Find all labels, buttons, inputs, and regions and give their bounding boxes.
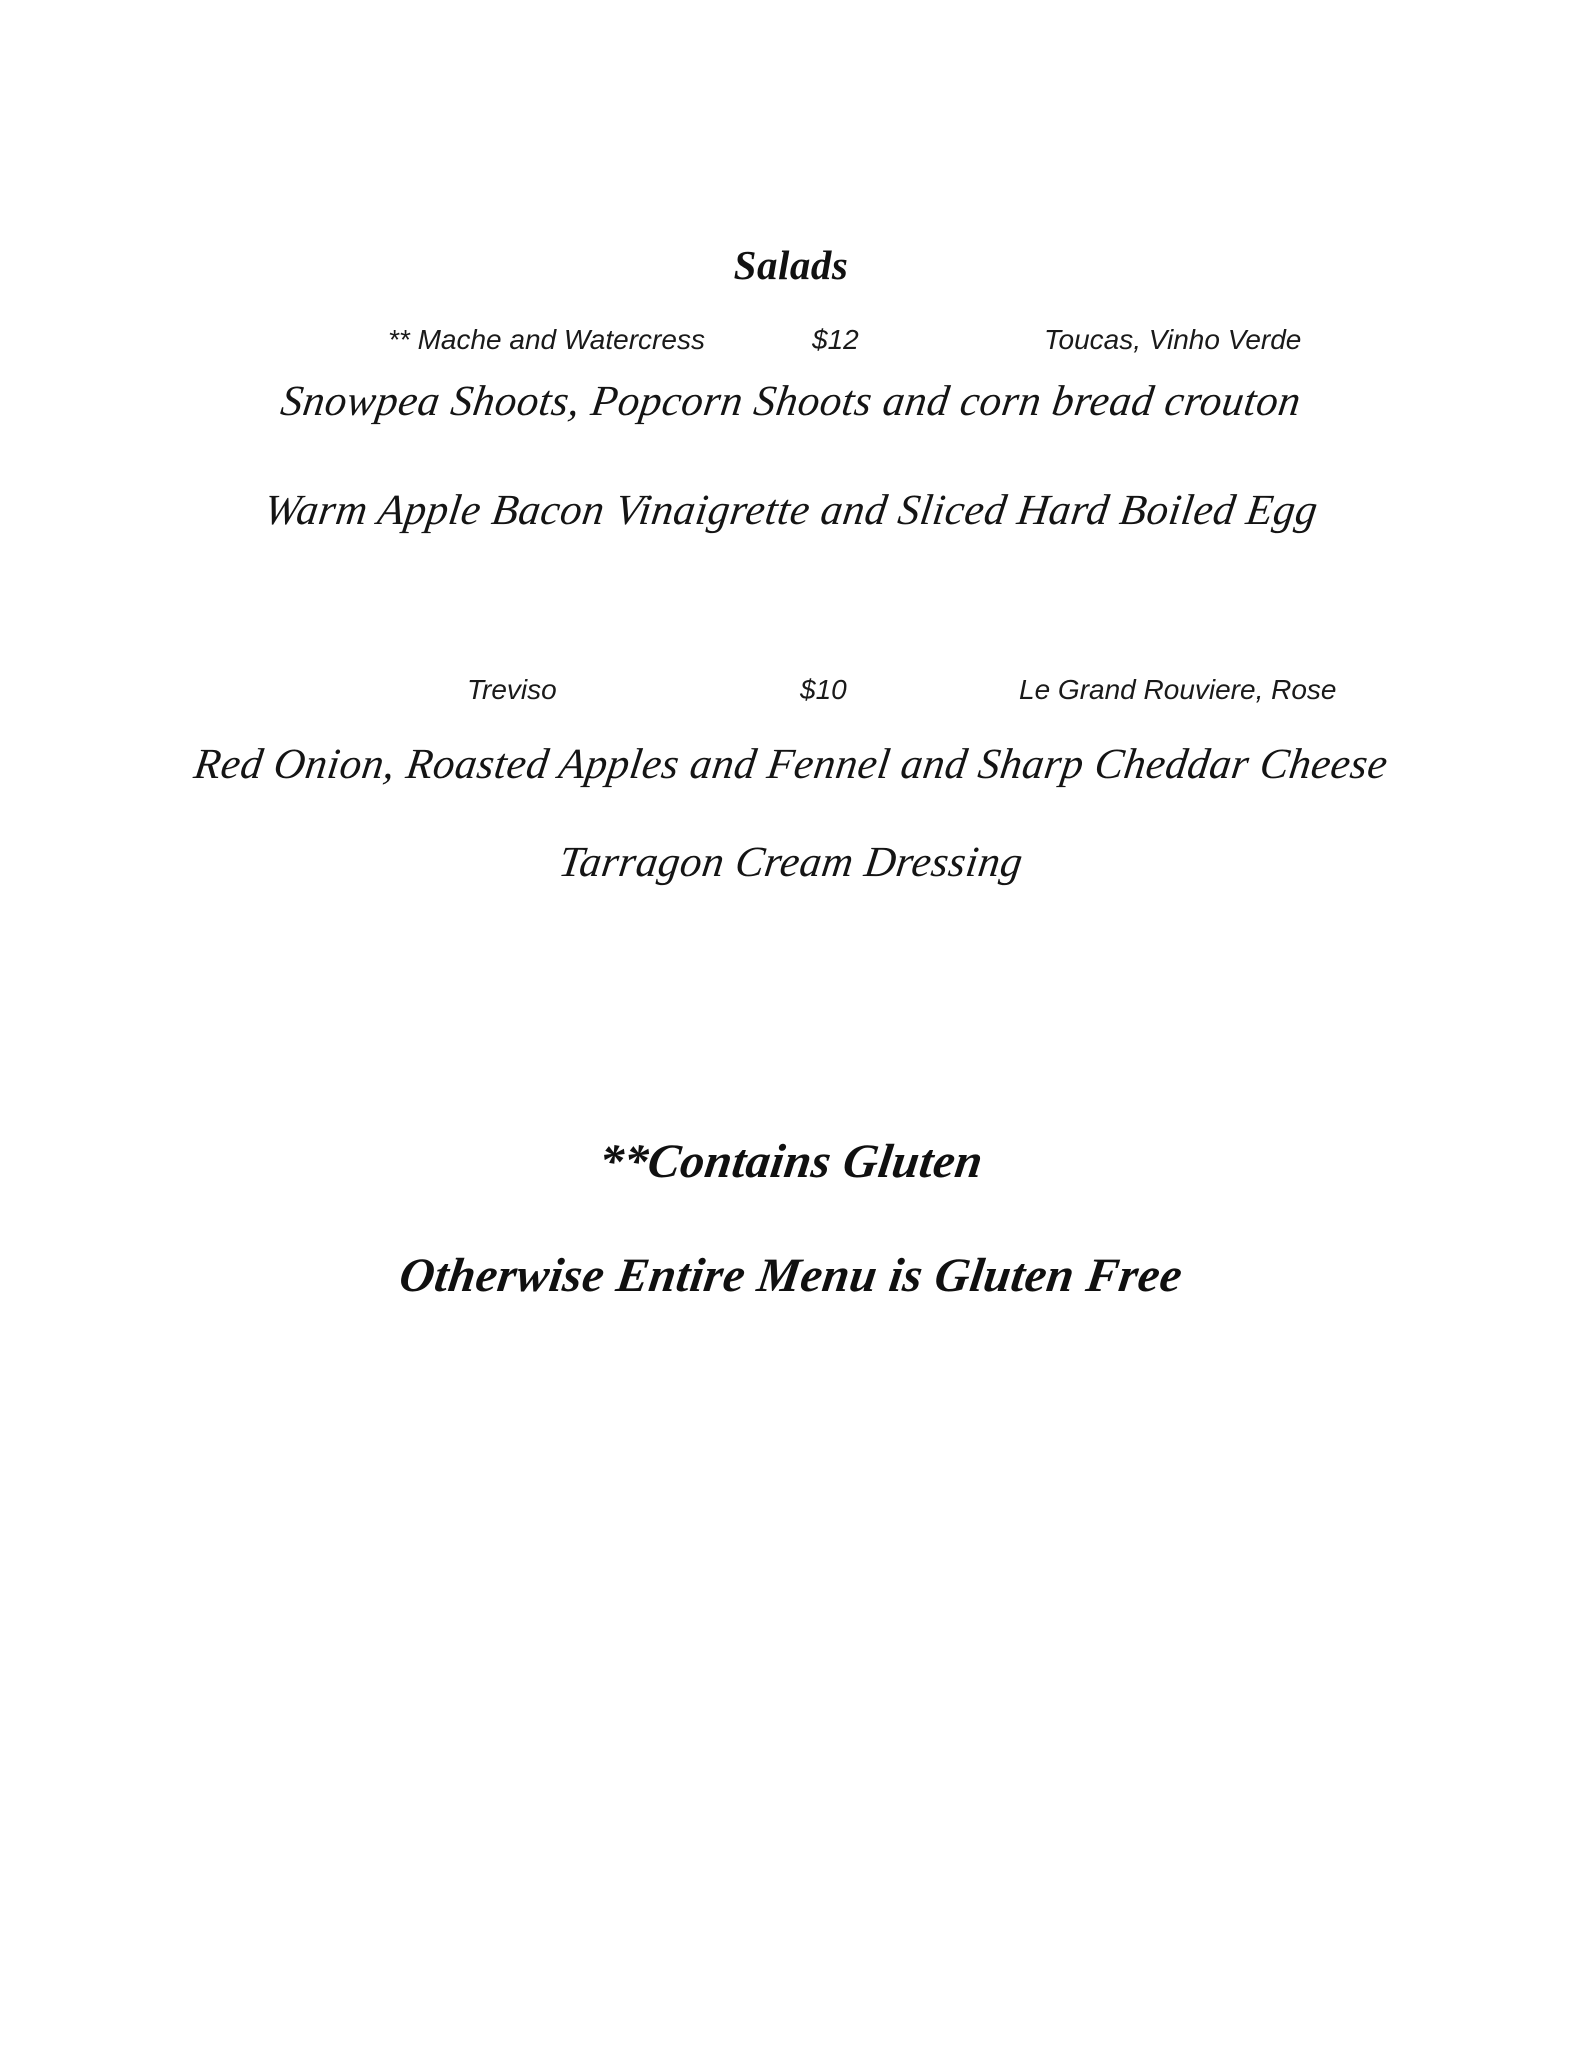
footnote-gluten-free: Otherwise Entire Menu is Gluten Free (396, 1249, 1186, 1302)
menu-item-1-name: ** Mache and Watercress (388, 324, 705, 355)
menu-item-2-description-line-1: Red Onion, Roasted Apples and Fennel and Sharp Cheddar Cheese (191, 741, 1391, 788)
menu-item-1-description-line-1: Snowpea Shoots, Popcorn Shoots and corn bread crouton (277, 378, 1305, 425)
menu-item-2-price: $10 (800, 674, 847, 705)
menu-item-1-price: $12 (812, 324, 859, 355)
menu-item-2-wine-pairing: Le Grand Rouviere, Rose (1019, 674, 1337, 705)
menu-item-2-description-line-2: Tarragon Cream Dressing (556, 839, 1026, 886)
section-title: Salads (733, 242, 849, 288)
menu-item-1-description-line-2: Warm Apple Bacon Vinaigrette and Sliced Hard Boiled Egg (261, 487, 1321, 534)
menu-item-1-header (0, 324, 1582, 360)
menu-item-1-wine-pairing: Toucas, Vinho Verde (1044, 324, 1302, 355)
menu-item-2-name: Treviso (467, 674, 557, 705)
footnote-contains-gluten: **Contains Gluten (595, 1135, 987, 1188)
menu-item-2-header (0, 674, 1582, 710)
